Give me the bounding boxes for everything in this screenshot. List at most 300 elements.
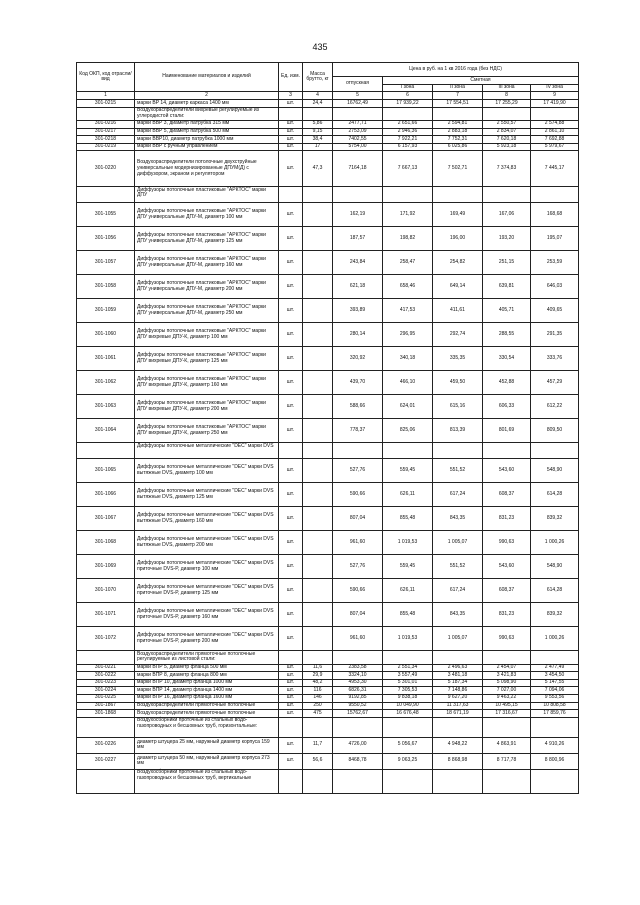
- table-row: [77, 143, 579, 151]
- row-unit: шт.: [279, 299, 303, 323]
- row-zone-1: 9 838,18: [383, 694, 433, 702]
- table-row: [77, 737, 579, 753]
- row-code: 301-1056: [77, 227, 135, 251]
- row-release-price: 162,19: [333, 203, 383, 227]
- table-row: [77, 710, 579, 718]
- row-mass: [303, 717, 333, 737]
- row-zone-2: [433, 187, 483, 203]
- row-code: 301-1067: [77, 507, 135, 531]
- row-zone-2: 459,50: [433, 371, 483, 395]
- table-row: [77, 672, 579, 680]
- row-zone-3: 7 374,83: [483, 151, 531, 187]
- row-zone-4: 253,59: [531, 251, 579, 275]
- header-zone-1: I зона: [383, 84, 433, 92]
- row-zone-1: 2 946,36: [383, 128, 433, 136]
- row-zone-2: 11 317,63: [433, 702, 483, 710]
- row-code: 301-0219: [77, 143, 135, 151]
- section-row: [77, 651, 579, 664]
- row-code: 301-0218: [77, 136, 135, 144]
- row-zone-3: 606,33: [483, 395, 531, 419]
- row-code: 301-0221: [77, 664, 135, 672]
- row-zone-4: 4 910,26: [531, 737, 579, 753]
- row-zone-3: 8 717,78: [483, 753, 531, 769]
- row-zone-4: 809,50: [531, 419, 579, 443]
- row-zone-4: 457,29: [531, 371, 579, 395]
- row-code: 301-0216: [77, 120, 135, 128]
- row-zone-1: 2 551,34: [383, 664, 433, 672]
- row-mass: [303, 275, 333, 299]
- row-zone-1: 340,18: [383, 347, 433, 371]
- row-unit: шт.: [279, 687, 303, 695]
- row-zone-3: 405,71: [483, 299, 531, 323]
- table-row: [77, 395, 579, 419]
- row-code: 301-0226: [77, 737, 135, 753]
- row-zone-2: 254,82: [433, 251, 483, 275]
- row-release-price: 15762,67: [333, 710, 383, 718]
- row-unit: шт.: [279, 531, 303, 555]
- row-unit: шт.: [279, 664, 303, 672]
- row-zone-1: 559,45: [383, 459, 433, 483]
- row-zone-2: 617,24: [433, 483, 483, 507]
- col-num: 7: [433, 92, 483, 100]
- row-name: Диффузоры потолочные металлические "DEC" марки DVS приточные DVS-P, диаметр 160 мм: [135, 603, 279, 627]
- row-unit: шт.: [279, 227, 303, 251]
- row-name: Воздухораспределители прямоточные потолочные регулируемые из листовой стали:: [135, 651, 279, 664]
- table-row: [77, 483, 579, 507]
- row-name: Диффузоры потолочные металлические "DEC" марки DVS вытяжные DVS, диаметр 100 мм: [135, 459, 279, 483]
- row-zone-4: 2 477,49: [531, 664, 579, 672]
- row-zone-2: 2 594,81: [433, 120, 483, 128]
- row-zone-4: 2 861,10: [531, 128, 579, 136]
- row-release-price: 778,37: [333, 419, 383, 443]
- table-row: [77, 459, 579, 483]
- table-row: [77, 627, 579, 651]
- row-zone-4: 839,32: [531, 507, 579, 531]
- row-code: 301-0225: [77, 694, 135, 702]
- table-row: [77, 555, 579, 579]
- row-mass: [303, 227, 333, 251]
- row-code: [77, 769, 135, 793]
- row-zone-3: 2 454,07: [483, 664, 531, 672]
- row-release-price: 807,04: [333, 603, 383, 627]
- row-zone-1: 855,48: [383, 603, 433, 627]
- table-row: [77, 100, 579, 108]
- row-zone-4: 9 553,56: [531, 694, 579, 702]
- row-zone-2: 617,24: [433, 579, 483, 603]
- section-row: [77, 769, 579, 793]
- row-name: Диффузоры потолочные пластиковые "АРКТОС" марки ДПУ универсальные ДПУ-М, диаметр 125 мм: [135, 227, 279, 251]
- row-zone-2: 4 948,22: [433, 737, 483, 753]
- row-zone-1: 417,53: [383, 299, 433, 323]
- row-release-price: 320,92: [333, 347, 383, 371]
- row-zone-4: 409,65: [531, 299, 579, 323]
- row-mass: 38,4: [303, 136, 333, 144]
- col-num: 5: [333, 92, 383, 100]
- row-release-price: 8468,78: [333, 753, 383, 769]
- row-code: [77, 107, 135, 120]
- row-zone-2: 411,61: [433, 299, 483, 323]
- table-row: [77, 120, 579, 128]
- row-mass: [303, 531, 333, 555]
- row-mass: [303, 107, 333, 120]
- row-unit: шт.: [279, 151, 303, 187]
- row-zone-3: 288,55: [483, 323, 531, 347]
- row-code: 301-1066: [77, 483, 135, 507]
- row-zone-2: [433, 769, 483, 793]
- row-zone-3: 9 463,22: [483, 694, 531, 702]
- row-zone-4: 8 800,96: [531, 753, 579, 769]
- row-mass: [303, 395, 333, 419]
- row-code: 301-1070: [77, 579, 135, 603]
- row-unit: [279, 717, 303, 737]
- table-row: [77, 299, 579, 323]
- row-zone-3: [483, 769, 531, 793]
- row-name: марки ВПР 8, диаметр фланца 800 мм: [135, 672, 279, 680]
- row-unit: шт.: [279, 203, 303, 227]
- row-unit: шт.: [279, 603, 303, 627]
- section-row: [77, 443, 579, 459]
- row-zone-3: 17 255,29: [483, 100, 531, 108]
- row-zone-3: 452,88: [483, 371, 531, 395]
- row-release-price: 9192,85: [333, 694, 383, 702]
- row-zone-4: 1 000,26: [531, 627, 579, 651]
- row-release-price: 621,18: [333, 275, 383, 299]
- row-release-price: [333, 443, 383, 459]
- row-zone-1: 7 305,53: [383, 687, 433, 695]
- table-row: [77, 687, 579, 695]
- row-code: 301-0215: [77, 100, 135, 108]
- row-release-price: 590,66: [333, 579, 383, 603]
- row-zone-2: 7 752,31: [433, 136, 483, 144]
- row-zone-1: 1 019,53: [383, 531, 433, 555]
- row-zone-3: 4 863,91: [483, 737, 531, 753]
- row-mass: [303, 187, 333, 203]
- row-zone-1: 16 676,48: [383, 710, 433, 718]
- row-release-price: [333, 107, 383, 120]
- column-number-row: [77, 92, 579, 100]
- row-zone-4: 17 419,90: [531, 100, 579, 108]
- row-unit: шт.: [279, 395, 303, 419]
- row-mass: 5,86: [303, 120, 333, 128]
- row-zone-2: 335,35: [433, 347, 483, 371]
- row-code: 301-1068: [77, 531, 135, 555]
- row-mass: [303, 459, 333, 483]
- row-mass: [303, 555, 333, 579]
- row-code: 301-0217: [77, 128, 135, 136]
- row-zone-2: 615,16: [433, 395, 483, 419]
- row-zone-4: 333,76: [531, 347, 579, 371]
- row-name: Диффузоры потолочные металлические "DEC" марки DVS приточные DVS-P, диаметр 200 мм: [135, 627, 279, 651]
- row-release-price: 7164,18: [333, 151, 383, 187]
- row-zone-1: [383, 443, 433, 459]
- row-release-price: 961,60: [333, 627, 383, 651]
- col-num: 6: [383, 92, 433, 100]
- row-code: [77, 717, 135, 737]
- row-name: марки ВВР с ручным управлением: [135, 143, 279, 151]
- row-zone-3: 5 923,18: [483, 143, 531, 151]
- row-zone-1: [383, 717, 433, 737]
- row-zone-4: 3 454,50: [531, 672, 579, 680]
- row-zone-4: [531, 107, 579, 120]
- row-zone-4: [531, 187, 579, 203]
- row-zone-1: 658,46: [383, 275, 433, 299]
- row-mass: [303, 443, 333, 459]
- row-code: 301-0227: [77, 753, 135, 769]
- row-zone-1: 2 651,66: [383, 120, 433, 128]
- row-zone-4: 5 147,55: [531, 679, 579, 687]
- row-unit: шт.: [279, 419, 303, 443]
- row-unit: шт.: [279, 627, 303, 651]
- row-zone-3: [483, 443, 531, 459]
- row-unit: шт.: [279, 371, 303, 395]
- row-mass: 146: [303, 694, 333, 702]
- row-mass: [303, 299, 333, 323]
- row-unit: шт.: [279, 710, 303, 718]
- row-unit: шт.: [279, 672, 303, 680]
- row-zone-3: [483, 187, 531, 203]
- row-zone-4: [531, 769, 579, 793]
- table-row: [77, 227, 579, 251]
- row-unit: [279, 107, 303, 120]
- row-zone-2: 813,39: [433, 419, 483, 443]
- row-name: марки ВВР 3, диаметр патрубка 315 мм: [135, 120, 279, 128]
- row-mass: [303, 769, 333, 793]
- row-zone-3: 543,60: [483, 459, 531, 483]
- row-zone-4: 839,32: [531, 603, 579, 627]
- row-code: 301-1868: [77, 710, 135, 718]
- row-mass: 9,15: [303, 128, 333, 136]
- row-release-price: [333, 651, 383, 664]
- row-code: 301-0220: [77, 151, 135, 187]
- row-release-price: 439,70: [333, 371, 383, 395]
- row-name: Диффузоры потолочные металлические "DEC" марки DVS: [135, 443, 279, 459]
- row-release-price: 4953,30: [333, 679, 383, 687]
- row-zone-3: [483, 651, 531, 664]
- section-row: [77, 107, 579, 120]
- row-zone-2: 292,74: [433, 323, 483, 347]
- row-zone-2: 551,52: [433, 459, 483, 483]
- row-zone-4: 7 445,17: [531, 151, 579, 187]
- row-name: Диффузоры потолочные пластиковые "АРКТОС" марки ДПУ универсальные ДПУ-М, диаметр 100 мм: [135, 203, 279, 227]
- row-zone-2: 196,00: [433, 227, 483, 251]
- row-mass: [303, 627, 333, 651]
- row-release-price: 5754,00: [333, 143, 383, 151]
- row-release-price: [333, 187, 383, 203]
- row-mass: 250: [303, 702, 333, 710]
- table-row: [77, 371, 579, 395]
- row-zone-3: 543,60: [483, 555, 531, 579]
- row-zone-4: 195,07: [531, 227, 579, 251]
- row-unit: шт.: [279, 737, 303, 753]
- row-release-price: 807,04: [333, 507, 383, 531]
- table-row: [77, 694, 579, 702]
- row-code: 301-1071: [77, 603, 135, 627]
- row-zone-1: [383, 187, 433, 203]
- row-zone-4: 10 808,58: [531, 702, 579, 710]
- row-mass: [303, 579, 333, 603]
- table-row: [77, 507, 579, 531]
- row-unit: шт.: [279, 136, 303, 144]
- row-unit: [279, 769, 303, 793]
- header-code: Код ОКП, код отрасли/вид: [77, 63, 135, 92]
- header-estimate: Сметная: [383, 77, 579, 85]
- row-zone-3: 639,81: [483, 275, 531, 299]
- row-release-price: 243,84: [333, 251, 383, 275]
- row-code: 301-1059: [77, 299, 135, 323]
- row-zone-3: 7 620,18: [483, 136, 531, 144]
- row-mass: [303, 251, 333, 275]
- row-name: Диффузоры потолочные металлические "DEC" марки DVS вытяжные DVS, диаметр 160 мм: [135, 507, 279, 531]
- row-zone-3: [483, 717, 531, 737]
- header-unit: Ед. изм.: [279, 63, 303, 92]
- row-release-price: 6826,31: [333, 687, 383, 695]
- row-code: 301-1057: [77, 251, 135, 275]
- row-name: Диффузоры потолочные металлические "DEC" марки DVS вытяжные DVS, диаметр 200 мм: [135, 531, 279, 555]
- row-code: 301-1064: [77, 419, 135, 443]
- row-code: 301-0224: [77, 687, 135, 695]
- row-name: Диффузоры потолочные пластиковые "АРКТОС" марки ДПУ вихревые ДПУ-К, диаметр 100 мм: [135, 323, 279, 347]
- row-name: марки ВВР 5, диаметр патрубка 500 мм: [135, 128, 279, 136]
- row-zone-1: 7 667,13: [383, 151, 433, 187]
- row-release-price: 280,14: [333, 323, 383, 347]
- row-code: 301-1072: [77, 627, 135, 651]
- row-zone-2: 2 883,18: [433, 128, 483, 136]
- row-zone-4: [531, 717, 579, 737]
- row-name: Диффузоры потолочные металлические "DEC" марки DVS вытяжные DVS, диаметр 125 мм: [135, 483, 279, 507]
- row-mass: 116: [303, 687, 333, 695]
- row-zone-2: 6 025,86: [433, 143, 483, 151]
- row-zone-4: 291,35: [531, 323, 579, 347]
- table-row: [77, 753, 579, 769]
- row-name: Диффузоры потолочные пластиковые "АРКТОС" марки ДПУ вихревые ДПУ-К, диаметр 125 мм: [135, 347, 279, 371]
- row-zone-3: 5 098,90: [483, 679, 531, 687]
- row-release-price: 393,89: [333, 299, 383, 323]
- row-name: марки ВПР 16, диаметр фланца 1600 мм: [135, 694, 279, 702]
- row-zone-2: 169,49: [433, 203, 483, 227]
- row-unit: шт.: [279, 679, 303, 687]
- row-zone-1: 559,45: [383, 555, 433, 579]
- row-zone-2: 1 005,07: [433, 531, 483, 555]
- row-name: марки ВР 14, диаметр каркаса 1400 мм: [135, 100, 279, 108]
- row-zone-2: 18 671,19: [433, 710, 483, 718]
- section-row: [77, 187, 579, 203]
- row-zone-4: 548,90: [531, 555, 579, 579]
- row-zone-3: 801,69: [483, 419, 531, 443]
- row-unit: шт.: [279, 100, 303, 108]
- row-zone-2: 649,14: [433, 275, 483, 299]
- col-num: 9: [531, 92, 579, 100]
- row-mass: [303, 603, 333, 627]
- row-release-price: 187,57: [333, 227, 383, 251]
- table-row: [77, 579, 579, 603]
- row-unit: шт.: [279, 143, 303, 151]
- row-unit: шт.: [279, 753, 303, 769]
- row-zone-3: 831,23: [483, 507, 531, 531]
- row-zone-1: 171,92: [383, 203, 433, 227]
- col-num: 4: [303, 92, 333, 100]
- row-zone-3: 990,63: [483, 627, 531, 651]
- row-zone-3: 193,20: [483, 227, 531, 251]
- row-unit: шт.: [279, 694, 303, 702]
- header-price-group: Цена в руб. на 1 кв 2016 года (без НДС): [333, 63, 579, 77]
- row-mass: [303, 651, 333, 664]
- row-name: марки ВПР 10, диаметр фланца 1000 мм: [135, 679, 279, 687]
- row-zone-3: 7 027,00: [483, 687, 531, 695]
- row-mass: 11,6: [303, 664, 333, 672]
- row-name: Воздухораспределители прямоточные потолочные: [135, 710, 279, 718]
- table-row: [77, 203, 579, 227]
- row-zone-3: 167,06: [483, 203, 531, 227]
- row-release-price: 9550,52: [333, 702, 383, 710]
- row-zone-4: 5 979,67: [531, 143, 579, 151]
- row-zone-2: 551,52: [433, 555, 483, 579]
- row-release-price: 527,76: [333, 555, 383, 579]
- table-row: [77, 251, 579, 275]
- row-code: [77, 443, 135, 459]
- row-unit: шт.: [279, 251, 303, 275]
- row-zone-1: [383, 107, 433, 120]
- row-zone-3: 2 834,07: [483, 128, 531, 136]
- row-unit: шт.: [279, 323, 303, 347]
- row-name: Диффузоры потолочные металлические "DEC" марки DVS приточные DVS-P, диаметр 100 мм: [135, 555, 279, 579]
- row-zone-2: 1 005,07: [433, 627, 483, 651]
- row-zone-1: 296,95: [383, 323, 433, 347]
- row-mass: [303, 419, 333, 443]
- row-code: 301-1055: [77, 203, 135, 227]
- row-zone-4: 168,68: [531, 203, 579, 227]
- row-zone-2: 17 554,51: [433, 100, 483, 108]
- table-row: [77, 603, 579, 627]
- row-code: 301-1063: [77, 395, 135, 419]
- table-row: [77, 347, 579, 371]
- row-name: марки ВПР 14, диаметр фланца 1400 мм: [135, 687, 279, 695]
- row-unit: шт.: [279, 579, 303, 603]
- row-name: Диффузоры потолочные пластиковые "АРКТОС" марки ДПУ универсальные ДПУ-М, диаметр 200 мм: [135, 275, 279, 299]
- row-mass: 475: [303, 710, 333, 718]
- row-mass: [303, 371, 333, 395]
- row-release-price: 4726,00: [333, 737, 383, 753]
- row-zone-1: 258,47: [383, 251, 433, 275]
- row-unit: шт.: [279, 702, 303, 710]
- row-mass: [303, 203, 333, 227]
- row-code: 301-0223: [77, 679, 135, 687]
- row-mass: 29,9: [303, 672, 333, 680]
- table-row: [77, 664, 579, 672]
- header-release: отпускная: [333, 77, 383, 92]
- row-mass: 47,3: [303, 151, 333, 187]
- row-zone-4: 646,03: [531, 275, 579, 299]
- row-zone-4: [531, 443, 579, 459]
- row-zone-1: 825,06: [383, 419, 433, 443]
- row-name: Диффузоры потолочные пластиковые "АРКТОС" марки ДПУ универсальные ДПУ-М, диаметр 250 мм: [135, 299, 279, 323]
- table-row: [77, 702, 579, 710]
- row-zone-1: 626,11: [383, 579, 433, 603]
- row-mass: 24,4: [303, 100, 333, 108]
- row-release-price: 961,60: [333, 531, 383, 555]
- row-zone-3: 10 495,15: [483, 702, 531, 710]
- row-unit: шт.: [279, 347, 303, 371]
- row-release-price: [333, 717, 383, 737]
- row-code: 301-1069: [77, 555, 135, 579]
- row-zone-3: 17 316,67: [483, 710, 531, 718]
- row-name: диаметр штуцера 25 мм, наружный диаметр корпуса 159 мм: [135, 737, 279, 753]
- row-zone-4: 548,90: [531, 459, 579, 483]
- row-zone-1: 9 063,25: [383, 753, 433, 769]
- row-code: 301-1062: [77, 371, 135, 395]
- row-mass: 48,2: [303, 679, 333, 687]
- row-zone-2: 7 502,71: [433, 151, 483, 187]
- row-zone-2: 843,35: [433, 507, 483, 531]
